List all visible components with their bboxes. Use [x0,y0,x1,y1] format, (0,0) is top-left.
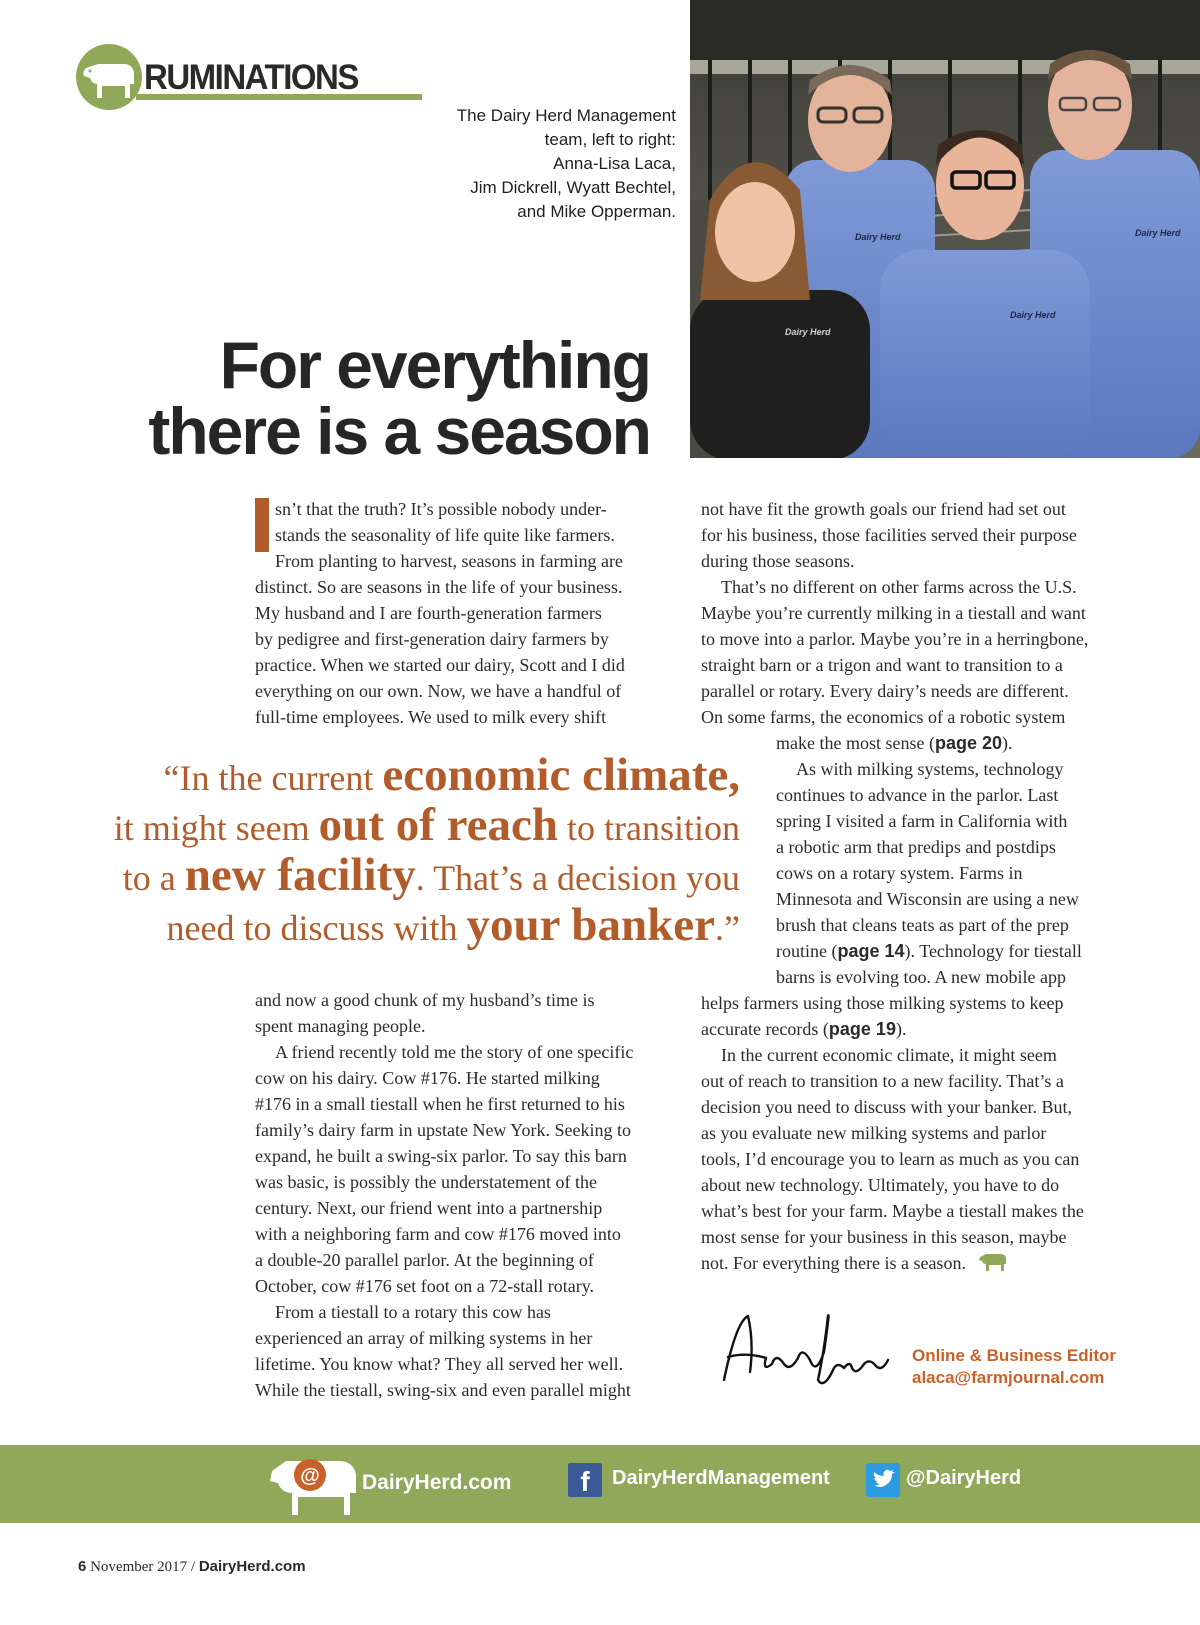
body-line: with a neighboring farm and cow #176 moved into [255,1224,621,1244]
section-title: RUMINATIONS [144,56,358,97]
at-symbol: @ [300,1465,320,1487]
headline [80,328,650,468]
body-line: helps farmers using those milking systems to keep [701,993,1064,1013]
body-line: October, cow #176 set foot on a 72-stall rotary. [255,1276,595,1296]
body-line: tools, I’d encourage you to learn as much as you can [701,1149,1080,1169]
body-line: decision you need to discuss with your banker. But, [701,1097,1072,1117]
footer-banner [0,1445,1200,1523]
body-line [701,1250,1131,1276]
body-line: experienced an array of milking systems in her [255,1328,593,1348]
section-logo [76,44,356,110]
body-line: That’s no different on other farms across the U.S. [721,577,1077,597]
body-line: continues to advance in the parlor. Last [776,785,1059,805]
body-line: spring I visited a farm in California with [776,811,1068,831]
body-line [701,1016,1131,1042]
body-line: spent managing people. [255,1016,426,1036]
body-text: not. For everything there is a season. [701,1253,966,1273]
shirt-logo: Dairy Herd [1010,310,1056,320]
headline-line: there is a season [148,394,650,468]
page-folio [78,1558,306,1576]
pull-quote-emphasis: economic climate, [382,749,740,801]
folio-website: DairyHerd.com [198,1558,306,1575]
body-line [776,938,1136,964]
caption-line: and Mike Opperman. [517,202,676,221]
pull-quote-text: to a [122,858,185,898]
pull-quote-emphasis: out of reach [318,799,558,851]
body-line: full-time employees. We used to milk every shift [255,707,607,727]
pull-quote-emphasis: your banker [466,899,716,951]
pull-quote-text: need to discuss with [166,908,467,948]
facebook-icon[interactable]: f [568,1463,602,1497]
cow-at-icon [268,1449,360,1519]
caption-line: Anna-Lisa Laca, [553,154,676,173]
page-number: 6 [78,1558,87,1575]
body-text: ). Technology for tiestall [904,941,1082,961]
body-line: Minnesota and Wisconsin are using a new [776,889,1079,909]
pull-quote-line [60,849,740,902]
body-line: for his business, those facilities served their purpose [701,525,1077,545]
column-2-bottom [701,990,1131,1276]
pull-quote-text: “In the current [163,758,383,798]
pull-quote-text: . That’s a decision you [415,858,740,898]
shirt-logo: Dairy Herd [855,232,901,242]
body-line: From planting to harvest, seasons in farming are [275,551,623,571]
shirt-logo: Dairy Herd [1135,228,1181,238]
editor-credit [912,1345,1116,1389]
body-line: brush that cleans teats as part of the prep [776,915,1069,935]
twitter-link[interactable]: @DairyHerd [906,1467,1022,1489]
body-line: as you evaluate new milking systems and parlor [701,1123,1047,1143]
body-paragraph [701,1042,1131,1250]
body-line: stands the seasonality of life quite like farmers. [275,525,615,545]
body-line: family’s dairy farm in upstate New York. Seeking to [255,1120,631,1140]
body-line: century. Next, our friend went into a partnership [255,1198,603,1218]
headline-line: For everything [219,328,650,402]
body-line [776,730,1136,756]
body-line: by pedigree and first-generation dairy farmers by [255,629,609,649]
website-link[interactable]: DairyHerd.com [362,1471,512,1494]
column-2-middle [776,730,1136,990]
body-line: what’s best for your farm. Maybe a tiestall makes the [701,1201,1084,1221]
body-line: not have fit the growth goals our friend had set out [701,499,1066,519]
body-line: most sense for your business in this season, maybe [701,1227,1067,1247]
editor-role: Online & Business Editor [912,1346,1117,1365]
pull-quote-line [60,749,740,802]
body-line: to move into a parlor. Maybe you’re in a herringbone, [701,629,1089,649]
caption-line: Jim Dickrell, Wyatt Bechtel, [470,178,676,197]
caption-line: team, left to right: [544,130,676,149]
body-line: While the tiestall, swing-six and even parallel might [255,1380,631,1400]
body-line: cows on a rotary system. Farms in [776,863,1023,883]
body-line: about new technology. Ultimately, you have to do [701,1175,1060,1195]
body-line: barns is evolving too. A new mobile app [776,967,1066,987]
team-photo [690,0,1200,458]
photo-caption [400,104,676,224]
page-reference: page 19 [828,1019,896,1039]
body-text: accurate records ( [701,1019,829,1039]
body-line: out of reach to transition to a new facility. That’s a [701,1071,1064,1091]
body-line: distinct. So are seasons in the life of your business. [255,577,623,597]
body-line: On some farms, the economics of a robotic system [701,707,1066,727]
body-line: expand, he built a swing-six parlor. To say this barn [255,1146,627,1166]
body-line: Maybe you’re currently milking in a tiestall and want [701,603,1086,623]
body-line: a double-20 parallel parlor. At the beginning of [255,1250,594,1270]
body-line: cow on his dairy. Cow #176. He started milking [255,1068,600,1088]
body-line: lifetime. You know what? They all served her well. [255,1354,624,1374]
body-line: My husband and I are fourth-generation farmers [255,603,602,623]
body-line: practice. When we started our dairy, Scott and I did [255,655,625,675]
column-1-bottom [255,987,675,1403]
twitter-icon[interactable] [866,1463,900,1497]
body-line: A friend recently told me the story of one specific [275,1042,634,1062]
body-text: ). [1002,733,1013,753]
body-line: parallel or rotary. Every dairy’s needs are different. [701,681,1069,701]
pull-quote-line [60,899,740,952]
pull-quote [60,749,740,952]
body-line: was basic, is possibly the understatement of the [255,1172,597,1192]
signature [706,1302,896,1402]
pull-quote-emphasis: new facility [184,849,416,901]
body-line: #176 in a small tiestall when he first returned to his [255,1094,625,1114]
body-line: a robotic arm that predips and postdips [776,837,1056,857]
body-text: make the most sense ( [776,733,935,753]
body-text: ). [895,1019,907,1039]
facebook-link[interactable]: DairyHerdManagement [612,1467,830,1489]
body-text: routine ( [776,941,838,961]
body-line: everything on our own. Now, we have a handful of [255,681,622,701]
page-reference: page 20 [934,733,1003,753]
body-line: during those seasons. [701,551,855,571]
body-line: sn’t that the truth? It’s possible nobody under- [275,499,607,519]
column-2-top [701,496,1131,730]
end-mark-cow-icon [978,1250,1008,1272]
issue-date: November 2017 / [86,1559,199,1575]
page-reference: page 14 [837,941,905,961]
pull-quote-text: .” [715,908,740,948]
pull-quote-text: to transition [558,808,740,848]
editor-email[interactable]: alaca@farmjournal.com [912,1368,1105,1387]
body-line: From a tiestall to a rotary this cow has [275,1302,551,1322]
body-line: As with milking systems, technology [796,759,1064,779]
pull-quote-line [60,799,740,852]
shirt-logo: Dairy Herd [785,327,831,337]
body-line: straight barn or a trigon and want to transition to a [701,655,1063,675]
body-line: and now a good chunk of my husband’s time is [255,990,595,1010]
column-1-top [255,496,675,730]
cow-icon [80,54,138,102]
pull-quote-text: it might seem [113,808,319,848]
caption-line: The Dairy Herd Management [456,106,676,125]
body-line: In the current economic climate, it might seem [721,1045,1057,1065]
